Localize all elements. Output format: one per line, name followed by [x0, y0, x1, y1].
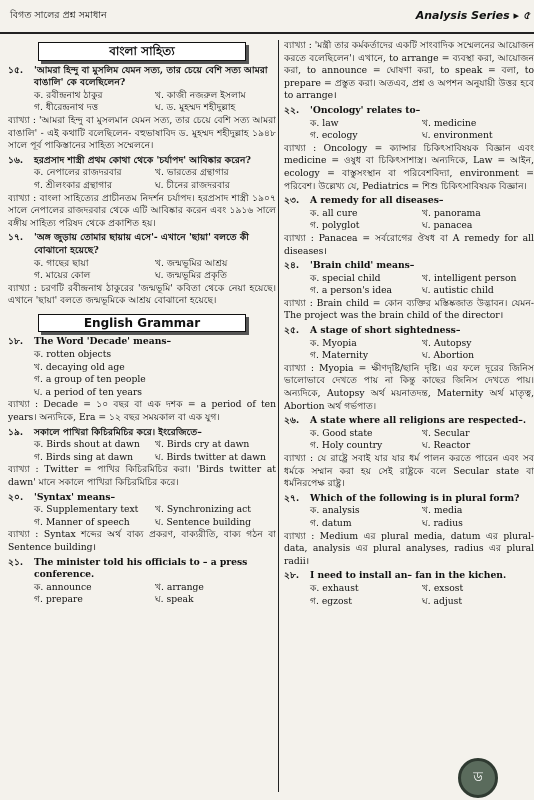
option: গ. শ্রীলংকার গ্রন্থাগার — [34, 179, 112, 191]
question-number: ২৭. — [284, 492, 300, 504]
question-number: ১৮. — [8, 336, 24, 348]
question-20 — [8, 492, 276, 555]
question-15 — [8, 65, 276, 153]
question-number: ১৫. — [8, 64, 24, 76]
option: ক. গাছের ছায়া — [34, 257, 89, 269]
option: খ. media — [422, 505, 463, 517]
option: ক. analysis — [310, 505, 360, 517]
question-23 — [284, 195, 534, 258]
option: ঘ. environment — [422, 130, 493, 142]
question-27 — [284, 493, 534, 569]
header-left-title: বিগত সালের প্রশ্ন সমাধান — [10, 9, 107, 21]
question-25 — [284, 325, 534, 413]
option: গ. Maternity — [310, 350, 369, 362]
question-24 — [284, 260, 534, 323]
option: খ. intelligent person — [422, 272, 517, 284]
option: ঘ. Sentence building — [155, 516, 252, 528]
option: গ. a group of ten people — [34, 374, 146, 386]
option: গ. datum — [310, 517, 352, 529]
option: ক. Good state — [310, 427, 373, 439]
option: খ. panorama — [422, 207, 481, 219]
option: গ. Birds sing at dawn — [34, 451, 134, 463]
question-18 — [8, 336, 276, 424]
option: ক. Myopia — [310, 337, 357, 349]
option: গ. polyglot — [310, 220, 360, 232]
option: খ. জন্মভূমির আশ্রয় — [155, 257, 228, 269]
question-number: ২২. — [284, 104, 300, 116]
left-column — [8, 40, 276, 792]
option: ক. রবীন্দ্রনাথ ঠাকুর — [34, 89, 103, 101]
logo-letter: ড — [473, 769, 483, 785]
section-title-english: English Grammar — [38, 314, 246, 333]
question-number: ২৮. — [284, 570, 300, 582]
option: ঘ. panacea — [422, 220, 473, 232]
explanation: ব্যাখ্যা : 'আমরা হিন্দু বা মুসলমান যেমন সত্য, তার চেয়ে বেশি সত্য আমরা বাঙালি' - এই কথাটি বলেছিলেন- বহুভাষাবিদ ড. মুহম্মদ শহীদুল্লাহ ১৯৪৮ সালে পূর্ব পাকিস্তানের সাহিত্য সম্মেলনে। — [8, 114, 276, 152]
question-16 — [8, 155, 276, 231]
option: খ. decaying old age — [34, 361, 125, 373]
option: ক. all cure — [310, 207, 358, 219]
question-number: ১৯. — [8, 426, 24, 438]
question-text: হরপ্রসাদ শাস্ত্রী প্রথম কোথা থেকে 'চর্যাপদ' আবিষ্কার করেন? — [34, 154, 251, 166]
option: ঘ. চীনের রাজদরবার — [155, 179, 230, 191]
option: খ. Secular — [422, 427, 470, 439]
explanation: ব্যাখ্যা : Oncology = ক্যান্সার চিকিৎসাবিষয়ক বিজ্ঞান এবং medicine = ওষুধ বা চিকিৎসাশাস্ত্র। অন্যদিকে, Law = আইন, ecology = বাস্তুসংস্থান বা পরিবেশবিদ্যা, environment = পরিবেশ। উল্লেখ্য যে, Pediatrics = শিশু চিকিৎসাবিষয়ক বিজ্ঞান। — [284, 142, 534, 192]
option: ঘ. a period of ten years — [34, 386, 142, 398]
question-number: ২৬. — [284, 415, 300, 427]
option: ঘ. Reactor — [422, 440, 471, 452]
explanation: ব্যাখ্যা : Myopia = ক্ষীণদৃষ্টি/ছানি দৃষ্টি। এর ফলে দূরের জিনিস ভালোভাবে দেখতে পায় না কিন্তু কাছের জিনিস দেখতে পায়। অন্যদিকে, Autopsy অর্থ ময়নাতদন্ত, Maternity অর্থ মাতৃত্ব, Abortion অর্থ গর্ভপাত। — [284, 362, 534, 412]
question-text: 'অঙ্গ জুড়ায় তোমার ছায়ায় এসে'- এখানে 'ছায়া' বলতে কী বোঝানো হয়েছে? — [34, 232, 249, 256]
option: খ. medicine — [422, 117, 477, 129]
question-text: A remedy for all diseases– — [310, 195, 444, 207]
option: ঘ. adjust — [422, 595, 463, 607]
question-19 — [8, 427, 276, 490]
question-number: ২১. — [8, 556, 24, 568]
option: ক. rotten objects — [34, 349, 112, 361]
column-divider — [278, 40, 279, 792]
question-text: Which of the following is in plural form? — [310, 492, 520, 504]
question-22 — [284, 105, 534, 193]
option: ক. law — [310, 117, 339, 129]
explanation-21: ব্যাখ্যা : 'মন্ত্রী তার কর্মকর্তাদের একটি সাংবাদিক সম্মেলনের আয়োজন করতে বলেছিলেন'। এখানে, to arrange = ব্যবস্থা করা, আয়োজন করা, to announce = ঘোষণা করা, to speak = বলা, to prepare = প্রস্তুত করা। অতএব, প্রশ্ন ও অপশন অনুযায়ী উত্তর হবে to arrange। — [284, 40, 534, 102]
option: গ. a person's idea — [310, 285, 393, 297]
question-number: ২৫. — [284, 325, 300, 337]
explanation: ব্যাখ্যা : Decade = ১০ বছর বা এক দশক = a period of ten years। অন্যদিকে, Era = ১২ বছর সময়কাল বা এক যুগ। — [8, 399, 276, 424]
question-21 — [8, 557, 276, 607]
page-header — [0, 0, 534, 34]
question-text: I need to install an– fan in the kichen. — [310, 570, 507, 582]
explanation: ব্যাখ্যা : Brain child = কোন ব্যক্তির মস্তিষ্কজাত উদ্ভাবন। যেমন- The project was the brain child of the director। — [284, 297, 534, 322]
question-28 — [284, 570, 534, 608]
option: গ. Holy country — [310, 440, 383, 452]
explanation: ব্যাখ্যা : বাংলা সাহিত্যের প্রাচীনতম নিদর্শন চর্যাপদ। হরপ্রসাদ শাস্ত্রী ১৯০৭ সালে নেপালের রাজদরবার থেকে এটি আবিষ্কার করেন এবং ১৯১৬ সালে বঙ্গীয় সাহিত্য পরিষদ থেকে প্রকাশিত হয়। — [8, 192, 276, 229]
explanation: ব্যাখ্যা : যে রাষ্ট্রে সবাই যার যার ধর্ম পালন করতে পারেন এবং সব ধর্মকে সম্মান করা হয় সেই রাষ্ট্রকে বলে Secular state বা ধর্মনিরপেক্ষ রাষ্ট্র। — [284, 453, 534, 490]
option: খ. arrange — [155, 581, 204, 593]
header-series-title: Analysis Series ▸ ৫ — [415, 8, 530, 22]
question-text: The Word 'Decade' means– — [34, 336, 172, 348]
option: খ. Synchronizing act — [155, 504, 251, 516]
option: গ. egzost — [310, 595, 352, 607]
option: খ. Birds cry at dawn — [155, 439, 250, 451]
option: গ. মায়ের কোল — [34, 270, 91, 282]
option: গ. Manner of speech — [34, 516, 130, 528]
section-title-bangla: বাংলা সাহিত্য — [38, 42, 246, 61]
option: খ. Autopsy — [422, 337, 472, 349]
explanation: ব্যাখ্যা : Twitter = পাখির কিচিরমিচির করা। 'Birds twitter at dawn' মানে সকালে পাখিরা কিচিরমিচির করে। — [8, 464, 276, 488]
question-text: 'Brain child' means– — [310, 260, 415, 272]
question-text: The minister told his officials to – a press conference. — [34, 556, 248, 581]
question-text: A stage of short sightedness– — [310, 325, 461, 337]
option: খ. কাজী নজরুল ইসলাম — [155, 89, 246, 101]
question-number: ১৭. — [8, 232, 24, 244]
option: ঘ. autistic child — [422, 285, 494, 297]
question-text: 'আমরা হিন্দু বা মুসলিম যেমন সত্য, তার চেয়ে বেশি সত্য আমরা বাঙালি' কে বলেছিলেন? — [34, 64, 268, 89]
option: ঘ. Abortion — [422, 350, 475, 362]
question-text: A state where all religions are respected–. — [310, 415, 527, 427]
question-17 — [8, 232, 276, 308]
question-text: 'Syntax' means– — [34, 491, 116, 503]
option: খ. ভারতের গ্রন্থাগার — [155, 167, 229, 179]
option: খ. exsost — [422, 582, 464, 594]
option: ক. exhaust — [310, 582, 359, 594]
question-number: ২৪. — [284, 260, 300, 272]
explanation: ব্যাখ্যা : Medium এর plural media, datum এর plural-data, analysis এর plural analyses, radius এর plural radii। — [284, 530, 534, 567]
option: ক. special child — [310, 272, 381, 284]
option: ক. Supplementary text — [34, 504, 139, 516]
explanation: ব্যাখ্যা : চরণটি রবীন্দ্রনাথ ঠাকুরের 'জন্মভূমি' কবিতা থেকে নেয়া হয়েছে। এখানে 'ছায়া' বলতে জন্মভূমিকে আশ্রয় বোঝানো হয়েছে। — [8, 282, 276, 307]
question-text: সকালে পাখিরা কিচিরমিচির করে। ইংরেজিতে– — [34, 426, 202, 438]
option: ঘ. radius — [422, 517, 463, 529]
explanation: ব্যাখ্যা : Syntax শব্দের অর্থ বাক্য প্রকরণ, বাক্যরীতি, বাক্য গঠন বা Sentence building। — [8, 529, 276, 553]
question-number: ২৩. — [284, 195, 300, 207]
explanation: ব্যাখ্যা : Panacea = সর্বরোগের ঔষধ বা A remedy for all diseases। — [284, 232, 534, 257]
question-26 — [284, 415, 534, 491]
option: ক. announce — [34, 581, 92, 593]
option: গ. ecology — [310, 130, 358, 142]
option: ঘ. জন্মভূমির প্রকৃতি — [155, 270, 228, 282]
question-text: 'Oncology' relates to– — [310, 104, 421, 116]
floating-logo-button[interactable] — [458, 758, 498, 798]
option: ক. নেপালের রাজদরবার — [34, 167, 122, 179]
option: ঘ. ড. মুহম্মদ শহীদুল্লাহ — [155, 102, 236, 114]
question-number: ১৬. — [8, 154, 24, 166]
option: ঘ. Birds twitter at dawn — [155, 451, 266, 463]
option: ক. Birds shout at dawn — [34, 439, 140, 451]
option: ঘ. speak — [155, 594, 194, 606]
option: গ. ধীরেন্দ্রনাথ দত্ত — [34, 102, 99, 114]
option: গ. prepare — [34, 594, 83, 606]
right-column — [284, 40, 534, 792]
question-number: ২০. — [8, 491, 24, 503]
